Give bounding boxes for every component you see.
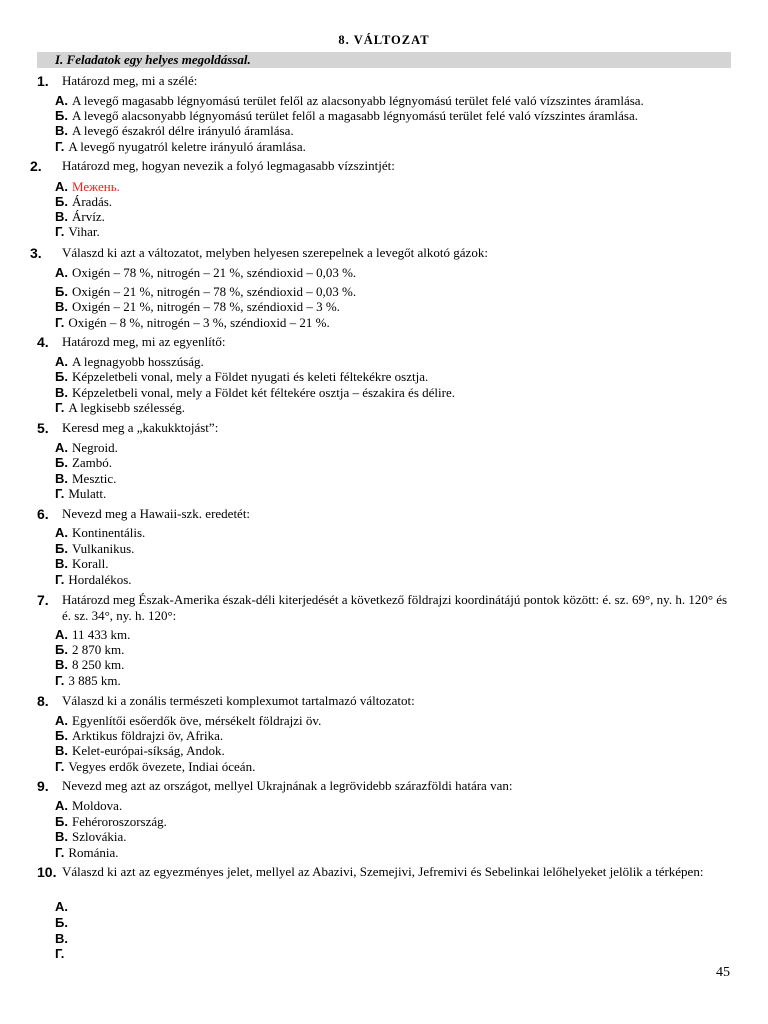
option-label: А. bbox=[55, 798, 68, 813]
answer-option-c[interactable] bbox=[55, 299, 340, 314]
option-text: Vihar. bbox=[68, 224, 100, 239]
answer-option-a[interactable] bbox=[55, 713, 321, 728]
question-text: Keresd meg a „kakukktojást”: bbox=[62, 420, 219, 435]
option-text: Kelet-európai-síkság, Andok. bbox=[72, 743, 225, 758]
answer-option-a[interactable] bbox=[55, 179, 120, 194]
option-text: Kontinentális. bbox=[72, 525, 146, 540]
option-text: A legkisebb szélesség. bbox=[68, 400, 185, 415]
option-text: A levegő alacsonyabb légnyomású terület felől a magasabb légnyomású terület felé való vízszintes áramlása. bbox=[71, 108, 638, 123]
option-text: Képzeletbeli vonal, mely a Földet nyugati és keleti féltekékre osztja. bbox=[71, 369, 429, 384]
option-text: Szlovákia. bbox=[72, 829, 127, 844]
option-label: Б. bbox=[55, 455, 68, 470]
answer-option-b[interactable] bbox=[55, 369, 428, 384]
question-number: 5. bbox=[37, 420, 49, 436]
answer-option-b[interactable] bbox=[55, 915, 72, 930]
question-number: 10. bbox=[37, 864, 57, 880]
option-label: А. bbox=[55, 627, 68, 642]
question-text: Határozd meg Észak-Amerika észak-déli kiterjedését a következő földrajzi koordinátájú pontok között: é. sz. 69°, ny. h. 120° és é. sz. 34°, ny. h. 120°: bbox=[62, 592, 728, 623]
option-label: В. bbox=[55, 385, 68, 400]
option-text: Arktikus földrajzi öv, Afrika. bbox=[71, 728, 224, 743]
option-label: Г. bbox=[55, 486, 65, 501]
option-label: А. bbox=[55, 713, 68, 728]
question-text: Válaszd ki a zonális természeti komplexumot tartalmazó változatot: bbox=[62, 693, 415, 708]
option-text: Oxigén – 21 %, nitrogén – 78 %, széndioxid – 0,03 %. bbox=[71, 284, 357, 299]
option-label: Б. bbox=[55, 369, 68, 384]
question-number: 4. bbox=[37, 334, 49, 350]
option-text: Oxigén – 78 %, nitrogén – 21 %, széndioxid – 0,03 %. bbox=[72, 265, 357, 280]
option-label: Б. bbox=[55, 814, 68, 829]
option-text: Vulkanikus. bbox=[71, 541, 135, 556]
answer-option-d[interactable] bbox=[55, 759, 255, 774]
option-label: Г. bbox=[55, 759, 65, 774]
option-text: A levegő északról délre irányuló áramlása. bbox=[72, 123, 294, 138]
option-label: Б. bbox=[55, 915, 68, 930]
question-number: 2. bbox=[30, 158, 42, 174]
answer-option-c[interactable] bbox=[55, 385, 455, 400]
option-text: A legnagyobb hosszúság. bbox=[72, 354, 204, 369]
question-text: Határozd meg, mi a szélé: bbox=[62, 73, 198, 88]
answer-option-a[interactable] bbox=[55, 627, 130, 642]
option-text: 2 870 km. bbox=[71, 642, 125, 657]
option-label: А. bbox=[55, 440, 68, 455]
answer-option-a[interactable] bbox=[55, 354, 204, 369]
option-label: Г. bbox=[55, 224, 65, 239]
option-text: Egyenlítői esőerdők öve, mérsékelt földrajzi öv. bbox=[72, 713, 322, 728]
answer-option-a[interactable] bbox=[55, 265, 356, 280]
question-text: Határozd meg, mi az egyenlítő: bbox=[62, 334, 226, 349]
option-text: Zambó. bbox=[71, 455, 113, 470]
section-header-label: I. Feladatok egy helyes megoldással. bbox=[55, 52, 251, 67]
question-number: 6. bbox=[37, 506, 49, 522]
question-number: 8. bbox=[37, 693, 49, 709]
answer-option-d[interactable] bbox=[55, 946, 68, 961]
option-label: Г. bbox=[55, 139, 65, 154]
option-label: А. bbox=[55, 93, 68, 108]
option-label: А. bbox=[55, 525, 68, 540]
option-text: Árvíz. bbox=[72, 209, 105, 224]
option-label: Г. bbox=[55, 572, 65, 587]
answer-option-c[interactable] bbox=[55, 123, 294, 138]
option-label: Г. bbox=[55, 400, 65, 415]
option-label: Г. bbox=[55, 673, 65, 688]
answer-option-d[interactable] bbox=[55, 486, 106, 501]
option-text: A levegő magasabb légnyomású terület felől az alacsonyabb légnyomású terület felé való vízszintes áramlása. bbox=[72, 93, 644, 108]
section-header bbox=[37, 52, 731, 68]
option-text: Korall. bbox=[72, 556, 109, 571]
option-text: Moldova. bbox=[72, 798, 123, 813]
answer-option-b[interactable] bbox=[55, 194, 112, 209]
option-label: А. bbox=[55, 179, 68, 194]
option-text: Mesztic. bbox=[72, 471, 117, 486]
answer-option-c[interactable] bbox=[55, 931, 72, 946]
answer-option-d[interactable] bbox=[55, 315, 330, 330]
answer-option-d[interactable] bbox=[55, 139, 306, 154]
option-text: Negroid. bbox=[72, 440, 118, 455]
option-label: А. bbox=[55, 899, 68, 914]
option-label: В. bbox=[55, 556, 68, 571]
answer-option-d[interactable] bbox=[55, 845, 119, 860]
answer-option-c[interactable] bbox=[55, 657, 124, 672]
option-label: Г. bbox=[55, 315, 65, 330]
option-text: Межень. bbox=[72, 179, 120, 194]
answer-option-a[interactable] bbox=[55, 899, 72, 914]
option-label: В. bbox=[55, 471, 68, 486]
option-label: Г. bbox=[55, 845, 65, 860]
question-text: Nevezd meg azt az országot, mellyel Ukrajnának a legrövidebb szárazföldi határa van: bbox=[62, 778, 513, 793]
page-title: 8. VÁLTOZAT bbox=[338, 33, 430, 47]
option-label: Б. bbox=[55, 284, 68, 299]
option-label: В. bbox=[55, 209, 68, 224]
answer-option-d[interactable] bbox=[55, 673, 121, 688]
question-text: Nevezd meg a Hawaii-szk. eredetét: bbox=[62, 506, 251, 521]
option-text: 3 885 km. bbox=[68, 673, 121, 688]
question-number: 7. bbox=[37, 592, 49, 608]
option-label: Г. bbox=[55, 946, 65, 961]
answer-option-b[interactable] bbox=[55, 814, 167, 829]
question-text: Válaszd ki azt a változatot, melyben helyesen szerepelnek a levegőt alkotó gázok: bbox=[62, 245, 488, 260]
question-text: Határozd meg, hogyan nevezik a folyó legmagasabb vízszintjét: bbox=[62, 158, 395, 173]
answer-option-c[interactable] bbox=[55, 471, 116, 486]
option-label: В. bbox=[55, 829, 68, 844]
option-label: В. bbox=[55, 299, 68, 314]
option-label: Б. bbox=[55, 541, 68, 556]
option-text: Románia. bbox=[68, 845, 119, 860]
answer-option-c[interactable] bbox=[55, 829, 127, 844]
option-label: В. bbox=[55, 123, 68, 138]
answer-option-a[interactable] bbox=[55, 525, 145, 540]
question-number: 1. bbox=[37, 73, 49, 89]
option-text: A levegő nyugatról keletre irányuló áramlása. bbox=[68, 139, 306, 154]
option-text: Oxigén – 8 %, nitrogén – 3 %, széndioxid – 21 %. bbox=[68, 315, 330, 330]
question-number: 3. bbox=[30, 245, 42, 261]
option-label: В. bbox=[55, 657, 68, 672]
option-label: Б. bbox=[55, 194, 68, 209]
option-text: Hordalékos. bbox=[68, 572, 132, 587]
answer-option-b[interactable] bbox=[55, 642, 124, 657]
option-label: Б. bbox=[55, 728, 68, 743]
answer-option-d[interactable] bbox=[55, 224, 100, 239]
question-text: Válaszd ki azt az egyezményes jelet, mellyel az Abazivi, Szemejivi, Jefremivi és Sebelinkai lelőhelyeket jelölik a térképen: bbox=[62, 864, 704, 879]
option-label: А. bbox=[55, 265, 68, 280]
option-text: Mulatt. bbox=[68, 486, 107, 501]
answer-option-a[interactable] bbox=[55, 440, 118, 455]
answer-option-c[interactable] bbox=[55, 209, 105, 224]
option-label: Б. bbox=[55, 108, 68, 123]
answer-option-b[interactable] bbox=[55, 455, 112, 470]
answer-option-c[interactable] bbox=[55, 556, 108, 571]
page-number: 45 bbox=[716, 965, 730, 980]
answer-option-d[interactable] bbox=[55, 400, 185, 415]
option-text: Vegyes erdők övezete, Indiai óceán. bbox=[68, 759, 256, 774]
question-number: 9. bbox=[37, 778, 49, 794]
answer-option-c[interactable] bbox=[55, 743, 225, 758]
option-label: Б. bbox=[55, 642, 68, 657]
option-text: 11 433 km. bbox=[72, 627, 131, 642]
option-text: Képzeletbeli vonal, mely a Földet két féltekére osztja – északira és délire. bbox=[72, 385, 455, 400]
option-text: Oxigén – 21 %, nitrogén – 78 %, széndioxid – 3 %. bbox=[72, 299, 340, 314]
option-label: В. bbox=[55, 743, 68, 758]
answer-option-b[interactable] bbox=[55, 284, 356, 299]
answer-option-d[interactable] bbox=[55, 572, 132, 587]
option-text: 8 250 km. bbox=[72, 657, 125, 672]
option-label: В. bbox=[55, 931, 68, 946]
answer-option-a[interactable] bbox=[55, 798, 122, 813]
answer-option-b[interactable] bbox=[55, 108, 638, 123]
option-label: А. bbox=[55, 354, 68, 369]
answer-option-a[interactable] bbox=[55, 93, 644, 108]
option-text: Áradás. bbox=[71, 194, 113, 209]
answer-option-b[interactable] bbox=[55, 541, 134, 556]
option-text: Fehéroroszország. bbox=[71, 814, 167, 829]
answer-option-b[interactable] bbox=[55, 728, 223, 743]
